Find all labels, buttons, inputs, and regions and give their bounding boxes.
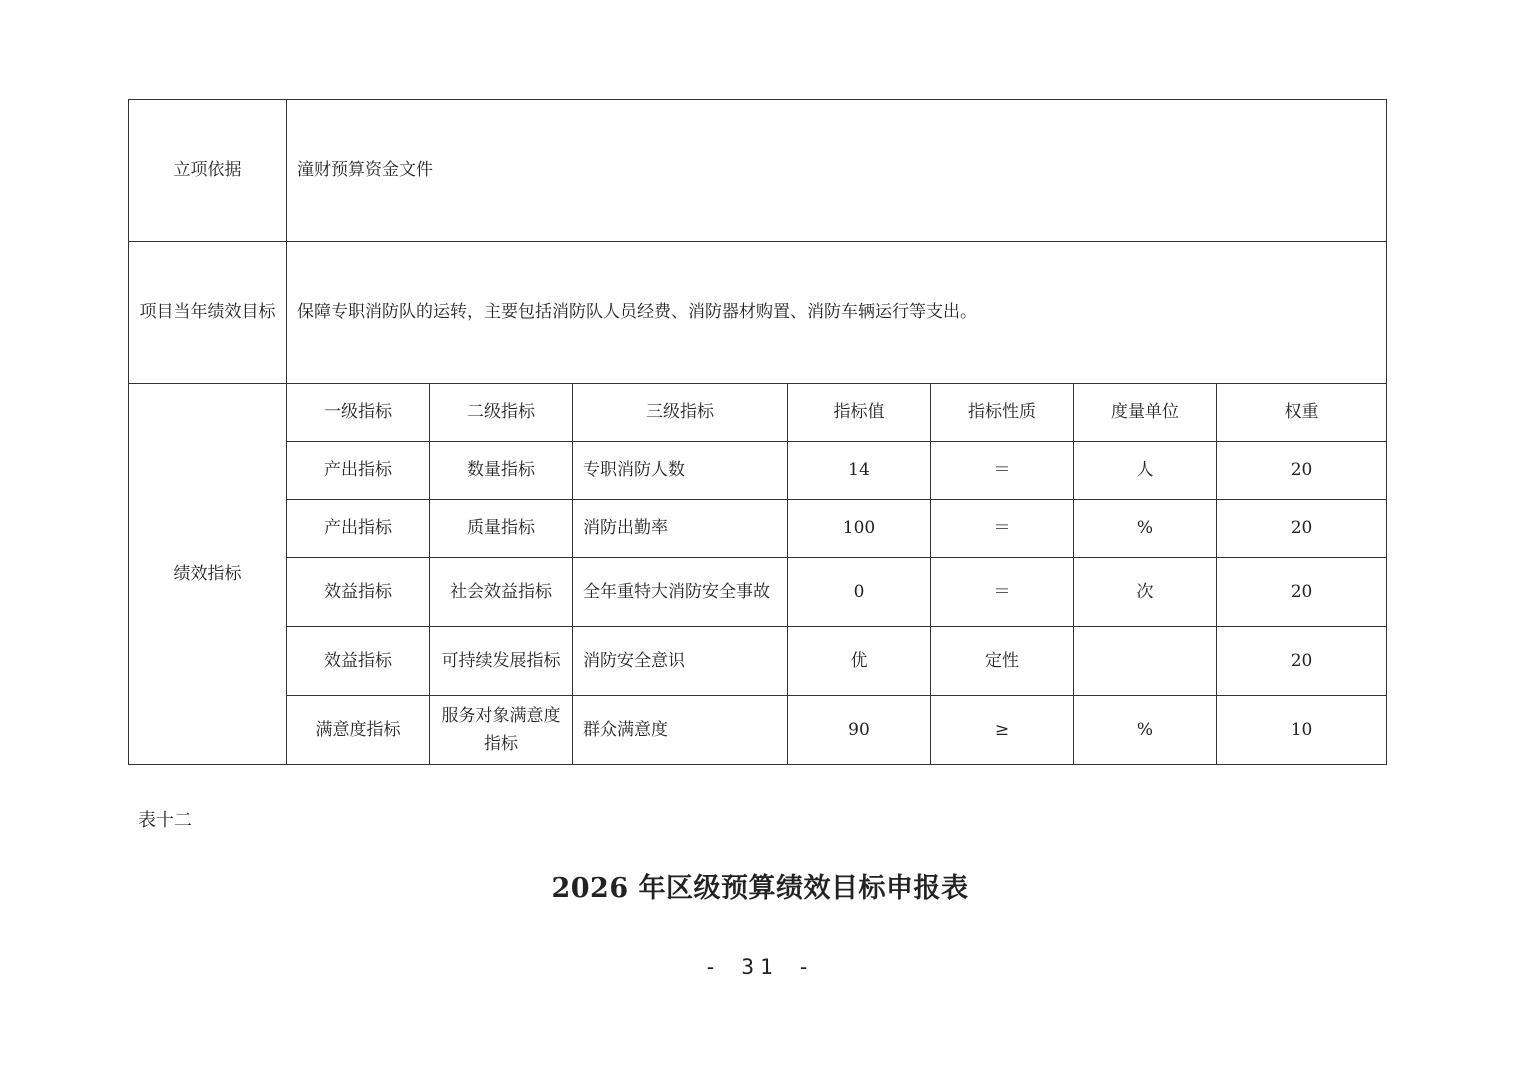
table-cell: ＝ <box>931 500 1074 558</box>
table-row <box>129 627 1387 696</box>
header-cell: 权重 <box>1217 384 1387 442</box>
table-cell: 全年重特大消防安全事故 <box>573 558 788 627</box>
header-cell: 指标性质 <box>931 384 1074 442</box>
table-cell: 服务对象满意度指标 <box>430 696 573 765</box>
table-cell: 0 <box>788 558 931 627</box>
table-cell: 效益指标 <box>287 558 430 627</box>
table-cell: 20 <box>1217 558 1387 627</box>
table-cell: 专职消防人数 <box>573 442 788 500</box>
table-cell <box>1074 627 1217 696</box>
table-cell: % <box>1074 500 1217 558</box>
table-cell: 次 <box>1074 558 1217 627</box>
table-cell: 产出指标 <box>287 442 430 500</box>
table-cell: ＝ <box>931 442 1074 500</box>
table-cell: 消防出勤率 <box>573 500 788 558</box>
table-cell: 效益指标 <box>287 627 430 696</box>
header-cell: 一级指标 <box>287 384 430 442</box>
table-cell: 定性 <box>931 627 1074 696</box>
table-cell: 10 <box>1217 696 1387 765</box>
table-cell: 满意度指标 <box>287 696 430 765</box>
table-cell: 100 <box>788 500 931 558</box>
table-cell: 90 <box>788 696 931 765</box>
goal-value: 保障专职消防队的运转，主要包括消防队人员经费、消防器材购置、消防车辆运行等支出。 <box>287 242 1387 384</box>
table-cell: 社会效益指标 <box>430 558 573 627</box>
goal-label: 项目当年绩效目标 <box>129 242 287 384</box>
table-cell: 产出指标 <box>287 500 430 558</box>
basis-row <box>129 100 1387 242</box>
table-cell: 20 <box>1217 627 1387 696</box>
header-cell: 三级指标 <box>573 384 788 442</box>
performance-table <box>128 99 1387 765</box>
table-cell: 20 <box>1217 442 1387 500</box>
table-cell: 可持续发展指标 <box>430 627 573 696</box>
table-cell: ＝ <box>931 558 1074 627</box>
table-row <box>129 442 1387 500</box>
indicators-label: 绩效指标 <box>129 384 287 765</box>
page-number: - 31 - <box>704 955 816 979</box>
indicator-header-row <box>129 384 1387 442</box>
table-cell: ≥ <box>931 696 1074 765</box>
table-cell: 数量指标 <box>430 442 573 500</box>
header-cell: 二级指标 <box>430 384 573 442</box>
table-row <box>129 500 1387 558</box>
table-row <box>129 696 1387 765</box>
table-cell: 20 <box>1217 500 1387 558</box>
basis-value: 潼财预算资金文件 <box>287 100 1387 242</box>
page-title: 2026 年区级预算绩效目标申报表 <box>551 873 969 904</box>
table-note: 表十二 <box>138 810 192 831</box>
table-cell: % <box>1074 696 1217 765</box>
header-cell: 指标值 <box>788 384 931 442</box>
table-cell: 14 <box>788 442 931 500</box>
header-cell: 度量单位 <box>1074 384 1217 442</box>
table-cell: 人 <box>1074 442 1217 500</box>
goal-row <box>129 242 1387 384</box>
table-cell: 优 <box>788 627 931 696</box>
table-cell: 消防安全意识 <box>573 627 788 696</box>
table-row <box>129 558 1387 627</box>
table-cell: 群众满意度 <box>573 696 788 765</box>
basis-label: 立项依据 <box>129 100 287 242</box>
table-cell: 质量指标 <box>430 500 573 558</box>
